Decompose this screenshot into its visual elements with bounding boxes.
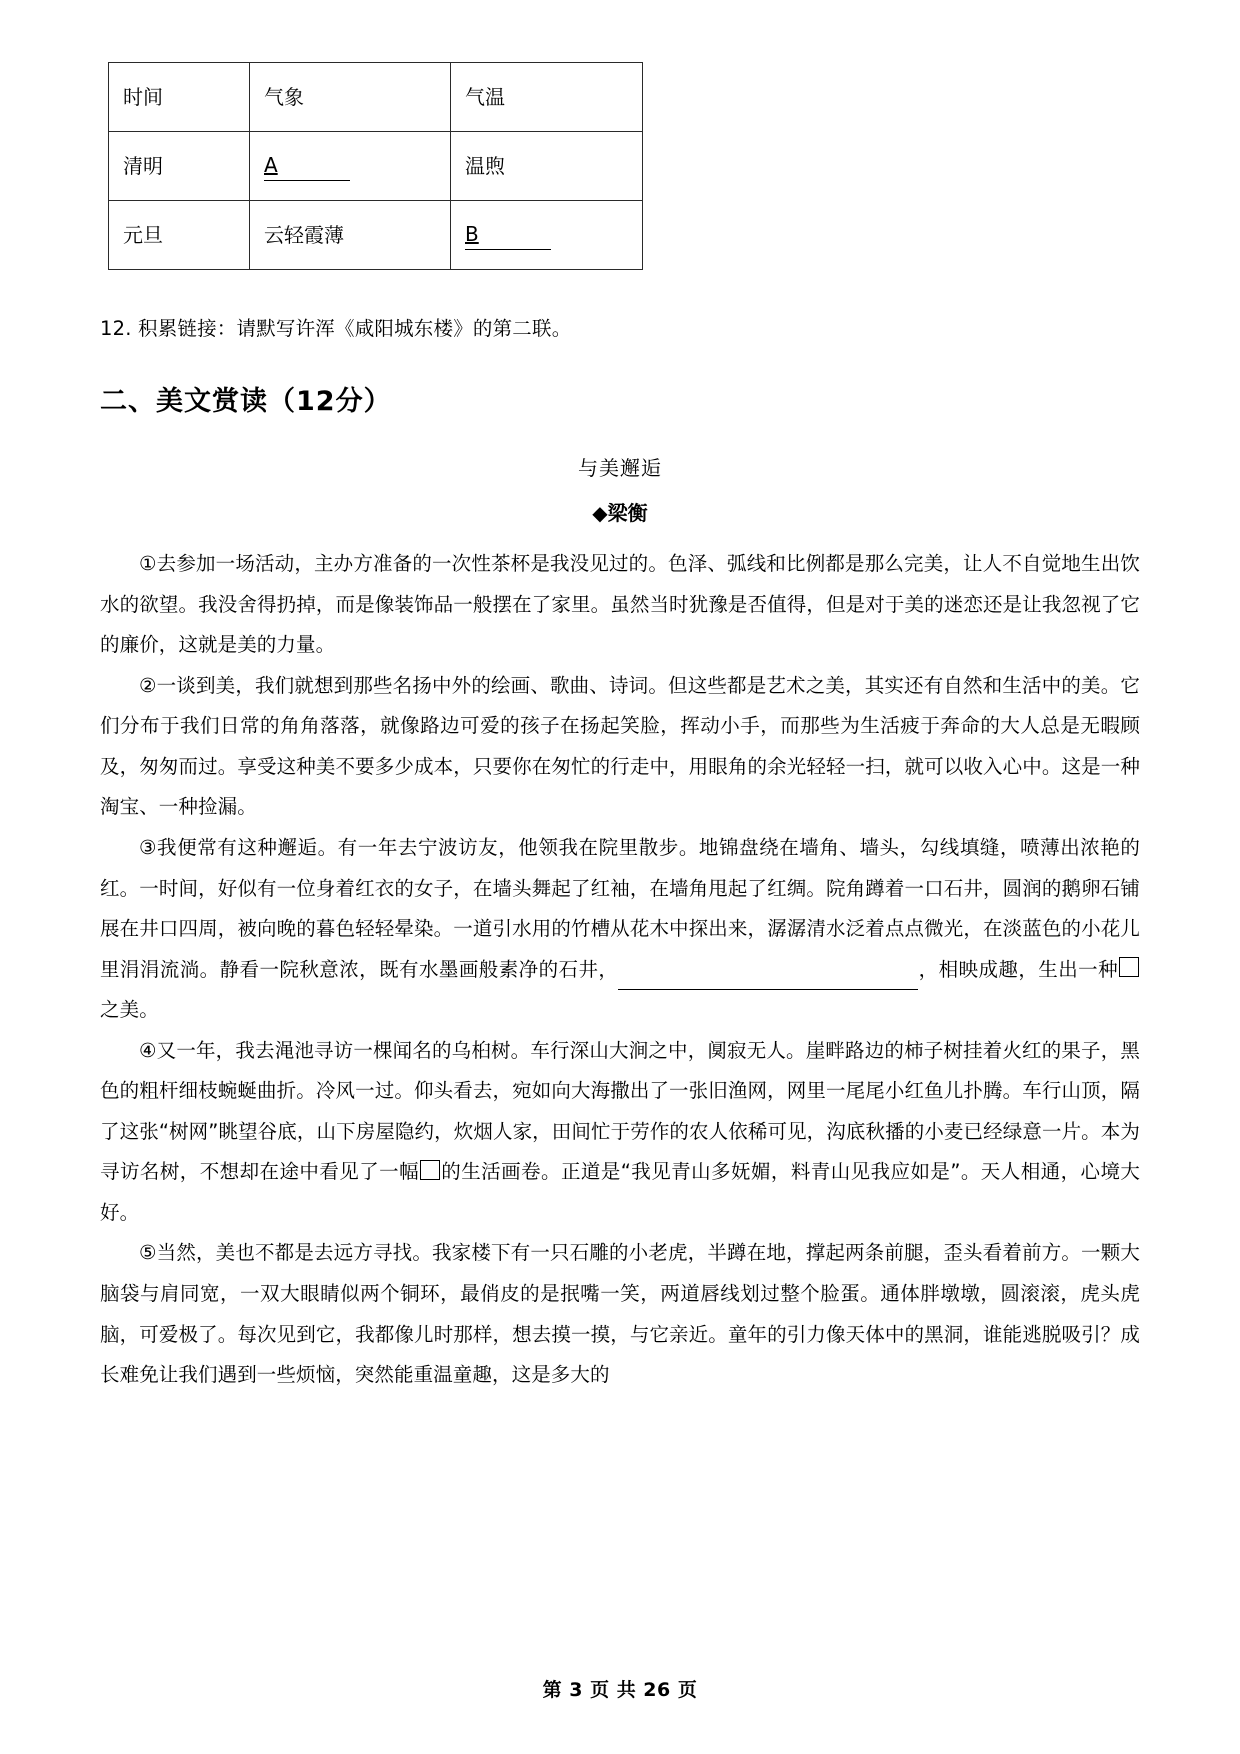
table-header-phenomenon: 气象 <box>250 63 451 132</box>
paragraph-3-part-a: ③我便常有这种邂逅。有一年去宁波访友，他领我在院里散步。地锦盘绕在墙角、墙头，勾线填缝，喷薄出浓艳的红。一时间，好似有一位身着红衣的女子，在墙头舞起了红袖，在墙角甩起了红绸。院角蹲着一口石井，圆润的鹅卵石铺展在井口四周，被向晚的暮色轻轻晕染。一道引水用的竹槽从花木中探出来，潺潺清水泛着点点微光，在淡蓝色的小花儿里涓涓流淌。静看一院秋意浓，既有水墨画般素净的石井， <box>100 835 1140 981</box>
section-heading-two: 二、美文赏读（12分） <box>100 386 392 418</box>
answer-blank-a: A <box>264 151 350 181</box>
paragraph-3-part-b: ，相映成趣，生出一种 <box>918 957 1119 981</box>
table-row <box>109 132 643 201</box>
fill-blank-line-2 <box>768 970 918 991</box>
question-12: 12. 积累链接：请默写许浑《咸阳城东楼》的第二联。 <box>100 317 572 340</box>
weather-table <box>108 62 643 270</box>
paragraph-4 <box>100 1031 1140 1234</box>
paragraph-3 <box>100 828 1140 1031</box>
answer-blank-b: B <box>465 220 551 250</box>
paragraph-4-part-b: 的生活画卷。正道是“我见青山多妩媚，料青山见我应如是”。天人相通，心境大好。 <box>100 1160 1140 1224</box>
article-title: 与美邂逅 <box>578 456 662 481</box>
paragraph-3-part-c: 之美。 <box>100 998 159 1022</box>
paragraph-4-part-a: ④又一年，我去渑池寻访一棵闻名的乌桕树。车行深山大涧之中，阒寂无人。崖畔路边的柿子树挂着火红的果子，黑色的粗杆细枝蜿蜒曲折。冷风一过。仰头看去，宛如向大海撒出了一张旧渔网，网里一尾尾小红鱼儿扑腾。车行山顶，隔了这张“树网”眺望谷底，山下房屋隐约，炊烟人家，田间忙于劳作的农人依稀可见，沟底秋播的小麦已经绿意一片。本为寻访名树，不想却在途中看见了一幅 <box>100 1038 1140 1184</box>
cell-temperature-blank-b <box>451 201 643 270</box>
article-author: ◆梁衡 <box>592 501 648 526</box>
page-footer: 第 3 页 共 26 页 <box>542 1679 698 1701</box>
box-placeholder-icon <box>1119 957 1139 977</box>
table-row <box>109 201 643 270</box>
paragraph-2: ②一谈到美，我们就想到那些名扬中外的绘画、歌曲、诗词。但这些都是艺术之美，其实还有自然和生活中的美。它们分布于我们日常的角角落落，就像路边可爱的孩子在扬起笑脸，挥动小手，而那些为生活疲于奔命的大人总是无暇顾及，匆匆而过。享受这种美不要多少成本，只要你在匆忙的行走中，用眼角的余光轻轻一扫，就可以收入心中。这是一种淘宝、一种捡漏。 <box>100 673 1140 819</box>
table-header-temperature: 气温 <box>451 63 643 132</box>
cell-phenomenon-blank-a <box>250 132 451 201</box>
cell-temperature-qingming: 温煦 <box>451 132 643 201</box>
table-header-time: 时间 <box>109 63 250 132</box>
cell-time-qingming: 清明 <box>109 132 250 201</box>
cell-phenomenon-yuandan: 云轻霞薄 <box>250 201 451 270</box>
cell-time-yuandan: 元旦 <box>109 201 250 270</box>
paragraph-1: ①去参加一场活动，主办方准备的一次性茶杯是我没见过的。色泽、弧线和比例都是那么完美，让人不自觉地生出饮水的欲望。我没舍得扔掉，而是像装饰品一般摆在了家里。虽然当时犹豫是否值得，但是对于美的迷恋还是让我忽视了它的廉价，这就是美的力量。 <box>100 552 1140 657</box>
box-placeholder-icon <box>420 1160 440 1180</box>
paragraph-5: ⑤当然，美也不都是去远方寻找。我家楼下有一只石雕的小老虎，半蹲在地，撑起两条前腿，歪头看着前方。一颗大脑袋与肩同宽，一双大眼睛似两个铜环，最俏皮的是抿嘴一笑，两道唇线划过整个脸蛋。通体胖墩墩，圆滚滚，虎头虎脑，可爱极了。每次见到它，我都像儿时那样，想去摸一摸，与它亲近。童年的引力像天体中的黑洞，谁能逃脱吸引？成长难免让我们遇到一些烦恼，突然能重温童趣，这是多大的 <box>100 1241 1140 1387</box>
table-header-row <box>109 63 643 132</box>
article-body <box>100 544 1140 1395</box>
fill-blank-line-1 <box>618 970 768 991</box>
